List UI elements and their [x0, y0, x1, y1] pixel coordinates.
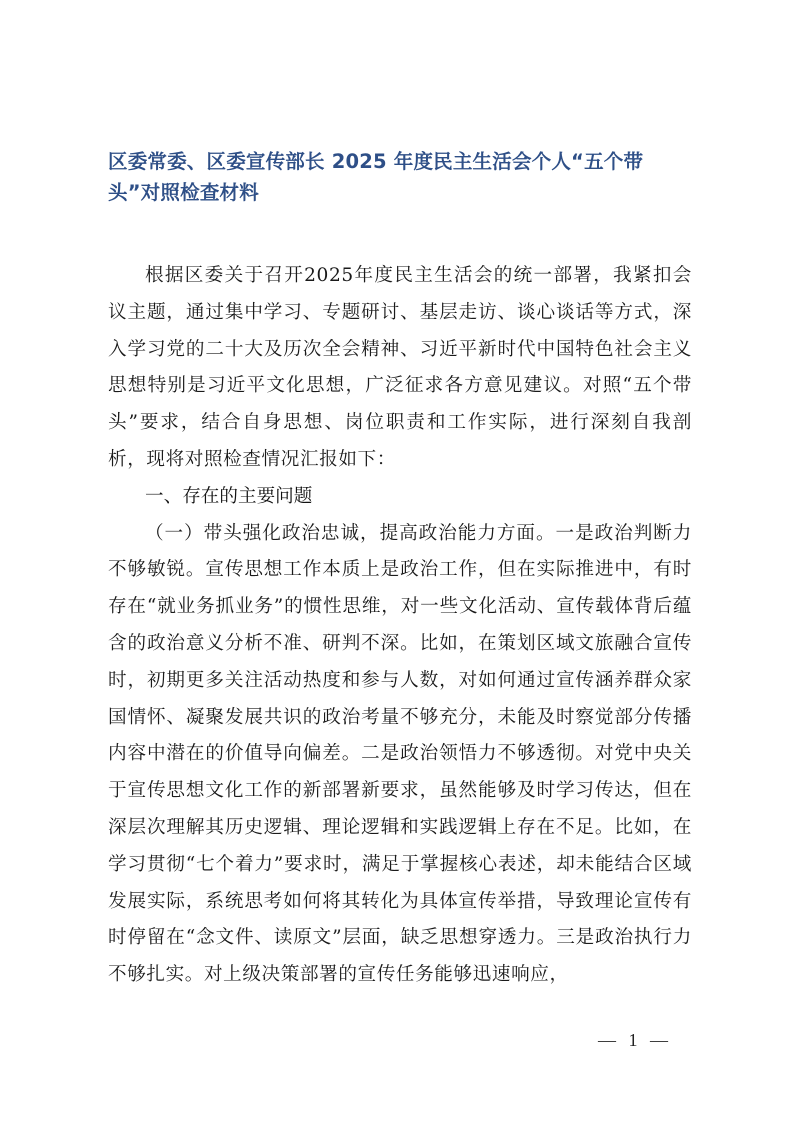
intro-paragraph: 根据区委关于召开2025年度民主生活会的统一部署，我紧扣会议主题，通过集中学习、专题研讨、基层走访、谈心谈话等方式，深入学习党的二十大及历次全会精神、习近平新时代中国特色社会主义思想特别是习近平文化思想，广泛征求各方意见建议。对照“五个带头”要求，结合自身思想、岗位职责和工作实际，进行深刻自我剖析，现将对照检查情况汇报如下：: [108, 265, 692, 470]
section-heading-problems: 一、存在的主要问题: [145, 485, 313, 507]
subsection-body: 一是政治判断力不够敏锐。宣传思想工作本质上是政治工作，但在实际推进中，有时存在“就业务抓业务”的惯性思维，对一些文化活动、宣传载体背后蕴含的政治意义分析不准、研判不深。比如，在策划区域文旅融合宣传时，初期更多关注活动热度和参与人数，对如何通过宣传涵养群众家国情怀、凝聚发展共识的政治考量不够充分，未能及时察觉部分传播内容中潜在的价值导向偏差。二是政治领悟力不够透彻。对党中央关于宣传思想文化工作的新部署新要求，虽然能够及时学习传达，但在深层次理解其历史逻辑、理论逻辑和实践逻辑上存在不足。比如，在学习贯彻“七个着力”要求时，满足于掌握核心表述，却未能结合区域发展实际，系统思考如何将其转化为具体宣传举措，导致理论宣传有时停留在“念文件、读原文”层面，缺乏思想穿透力。三是政治执行力不够扎实。对上级决策部署的宣传任务能够迅速响应，: [108, 522, 692, 986]
document-title: 区委常委、区委宣传部长 2025 年度民主生活会个人“五个带头”对照检查材料: [108, 150, 644, 204]
subsection-heading: （一）带头强化政治忠诚，提高政治能力方面。: [145, 522, 556, 544]
subsection-paragraph-political-loyalty: [108, 516, 692, 994]
page-number: — 1 —: [598, 1030, 672, 1050]
document-body: [108, 258, 692, 994]
